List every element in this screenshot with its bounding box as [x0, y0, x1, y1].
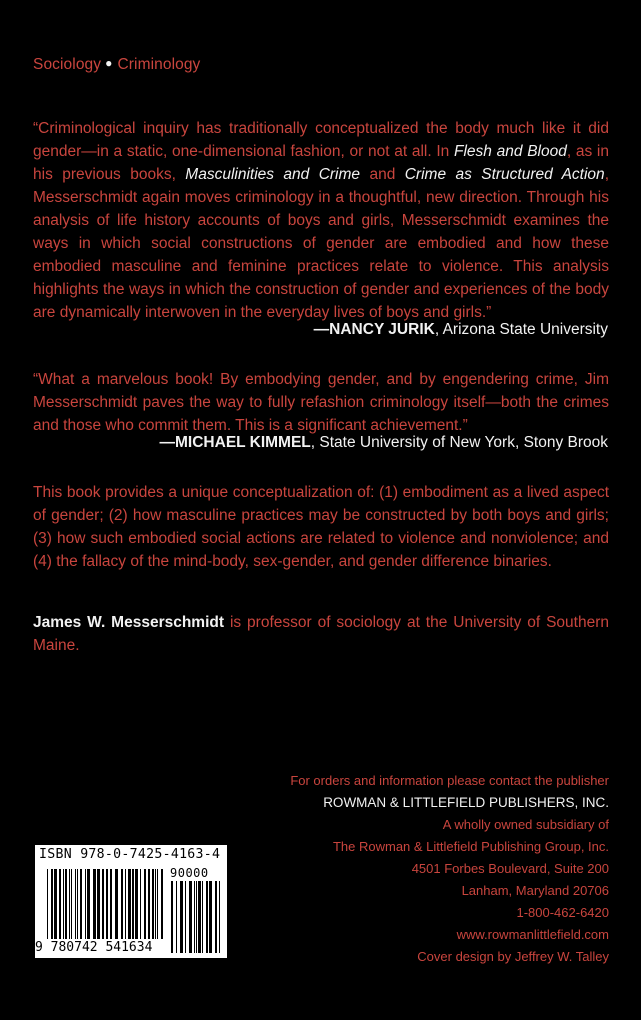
- barcode-bar: [185, 881, 186, 953]
- barcode-bar: [69, 869, 70, 939]
- attribution-kimmel-name: —MICHAEL KIMMEL: [159, 434, 311, 451]
- barcode-bar: [157, 869, 158, 939]
- barcode-bar: [148, 869, 150, 939]
- quote1-title-crime-structured: Crime as Structured Action: [404, 166, 605, 183]
- barcode-bar: [87, 869, 90, 939]
- barcode-bar: [209, 881, 212, 953]
- publisher-subsidiary-line: A wholly owned subsidiary of: [442, 817, 609, 832]
- author-bio-text: is professor of sociology at the University of Southern Maine.: [33, 614, 609, 654]
- attribution-kimmel-affiliation: , State University of New York, Stony Brook: [310, 434, 608, 451]
- quote-jurik: [33, 117, 609, 324]
- barcode-bar: [196, 881, 197, 953]
- barcode-bar: [140, 869, 141, 939]
- publisher-contact-line: For orders and information please contact the publisher: [290, 773, 609, 788]
- barcode-bar: [206, 881, 208, 953]
- publisher-name: ROWMAN & LITTLEFIELD PUBLISHERS, INC.: [323, 795, 609, 810]
- quote1-title-masculinities: Masculinities and Crime: [185, 166, 361, 183]
- author-bio: [33, 611, 609, 657]
- barcode-bar: [51, 869, 53, 939]
- barcode-bar: [115, 869, 118, 939]
- publisher-address-line: 4501 Forbes Boulevard, Suite 200: [411, 861, 609, 876]
- barcode-bar: [125, 869, 126, 939]
- barcode-bar: [171, 881, 173, 953]
- barcode-bar: [65, 869, 67, 939]
- publisher-group-line: The Rowman & Littlefield Publishing Group, Inc.: [332, 839, 609, 854]
- barcode-bar: [47, 869, 48, 939]
- category-line: [33, 56, 200, 74]
- barcode-bar: [128, 869, 131, 939]
- barcode-bar: [135, 869, 138, 939]
- attribution-jurik: [314, 318, 608, 341]
- book-description: This book provides a unique conceptualization of: (1) embodiment as a lived aspect of gender; (2) how masculine practices may be constructed by both boys and girls; (3) how such embodied social actions are related to violence and nonviolence; and (4) the fallacy of the mind-body, sex-gender, and gender difference binaries.: [33, 484, 609, 570]
- publisher-phone: 1-800-462-6420: [516, 905, 609, 920]
- attribution-kimmel: [160, 431, 608, 454]
- barcode-bar: [77, 869, 78, 939]
- barcode-bar: [63, 869, 64, 939]
- barcode-bar: [161, 869, 163, 939]
- quote1-title-flesh-and-blood: Flesh and Blood: [454, 143, 567, 160]
- attribution-jurik-affiliation: , Arizona State University: [434, 321, 608, 338]
- barcode-main-digits: 9 780742 541634: [35, 940, 153, 955]
- quote1-part-a: “Criminological inquiry has traditionally conceptualized the body much like it did gender—in a static, one-dimensional fashion, or not at all. In: [33, 120, 609, 160]
- quote1-part-b: , as in his previous books,: [33, 143, 609, 183]
- barcode-bar: [102, 869, 104, 939]
- barcode-bar: [176, 881, 177, 953]
- author-name: James W. Messerschmidt: [33, 614, 225, 631]
- barcode-bar: [198, 881, 201, 953]
- barcode-bar: [80, 869, 82, 939]
- cover-design-credit: Cover design by Jeffrey W. Talley: [417, 949, 609, 964]
- quote-kimmel: “What a marvelous book! By embodying gender, and by engendering crime, Jim Messerschmidt paves the way to fully refashion criminology itself—both the crimes and those who commit them. This is a significant achievement.”: [33, 371, 609, 434]
- barcode-bar: [110, 869, 112, 939]
- quote1-part-d: , Messerschmidt again moves criminology in a thoughtful, new direction. Through his analysis of life history accounts of boys and girls, Messerschmidt examines the ways in which social constructions of gender are embodied and how these embodied masculine and feminine practices relate to violence. This analysis highlights the ways in which the construction of gender and experiences of the body are dynamically interwoven in the everyday lives of boys and girls.”: [33, 166, 609, 321]
- barcode-bar: [152, 869, 154, 939]
- barcode-bar: [194, 881, 195, 953]
- barcode-bar: [189, 881, 192, 953]
- barcode-bar: [202, 881, 203, 953]
- category-criminology: Criminology: [117, 56, 201, 73]
- attribution-jurik-name: —NANCY JURIK: [313, 321, 435, 338]
- barcode-bar: [132, 869, 134, 939]
- barcode-bar: [215, 881, 217, 953]
- publisher-info: [290, 770, 609, 968]
- bullet-icon: ●: [105, 56, 113, 70]
- barcode-bar: [219, 881, 220, 953]
- barcode-bar: [106, 869, 108, 939]
- barcode-bar: [75, 869, 76, 939]
- publisher-website: www.rowmanlittlefield.com: [456, 927, 609, 942]
- barcode-addon-digits: 90000: [170, 866, 209, 880]
- barcode-bar: [54, 869, 57, 939]
- barcode-bar: [144, 869, 146, 939]
- barcode-bar: [93, 869, 96, 939]
- barcode-bar: [59, 869, 61, 939]
- publisher-city-line: Lanham, Maryland 20706: [461, 883, 609, 898]
- category-sociology: Sociology: [33, 56, 102, 73]
- barcode-bar: [97, 869, 100, 939]
- isbn-label: ISBN 978-0-7425-4163-4: [35, 845, 227, 865]
- barcode-bar: [155, 869, 156, 939]
- barcode-bar: [180, 881, 183, 953]
- barcode-bar: [121, 869, 123, 939]
- barcode-bar: [85, 869, 86, 939]
- quote1-part-c: and: [360, 166, 405, 183]
- barcode-bar: [71, 869, 72, 939]
